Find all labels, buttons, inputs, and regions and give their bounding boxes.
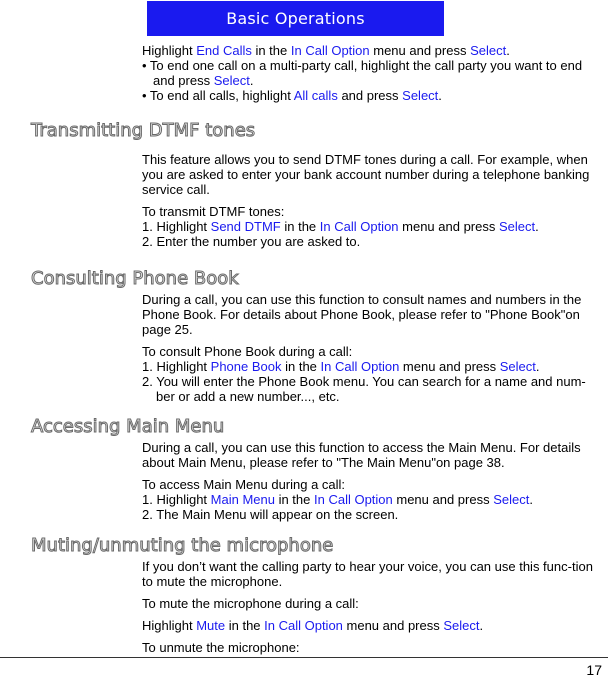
text-run: menu and press (392, 492, 494, 507)
paragraph (142, 440, 604, 470)
menu-term: Select (470, 43, 507, 58)
section-heading: Consulting Phone Book (31, 268, 239, 289)
text-run: During a call, you can use this function to consult names and numbers in the Phone Book. For details about Phone Book, please refer to "Phone Book"on page 25. (142, 292, 582, 337)
menu-term: All calls (293, 88, 338, 103)
text-run: To access Main Menu during a call: (142, 477, 346, 492)
page-number: 17 (586, 662, 602, 678)
text-run: 2. The Main Menu will appear on the screen. (142, 507, 399, 522)
menu-term: Select (443, 618, 480, 633)
menu-term: In Call Option (290, 43, 370, 58)
text-run: menu and press (398, 219, 499, 234)
text-run: and press (337, 88, 403, 103)
paragraph (142, 477, 604, 492)
text-run: . (535, 359, 540, 374)
text-run: If you don’t want the calling party to hear your voice, you can use this func-tion to mute the microphone. (142, 559, 593, 589)
step-item (142, 492, 604, 507)
text-run: in the (280, 219, 320, 234)
paragraph (142, 596, 604, 611)
text-run: 1. Highlight (142, 219, 211, 234)
menu-term: Main Menu (210, 492, 275, 507)
text-run: . (249, 73, 254, 88)
step-item (142, 219, 604, 234)
menu-term: Send DTMF (210, 219, 281, 234)
menu-term: Select (213, 73, 250, 88)
text-run: To mute the microphone during a call: (142, 596, 359, 611)
section-dtmf-body (142, 152, 604, 249)
text-run: To consult Phone Book during a call: (142, 344, 353, 359)
paragraph (142, 618, 604, 633)
paragraph (142, 640, 604, 655)
menu-term: In Call Option (264, 618, 343, 633)
menu-term: End Calls (196, 43, 252, 58)
menu-term: Select (402, 88, 439, 103)
text-run: . (529, 492, 533, 507)
text-run: 2. You will enter the Phone Book menu. You can search for a name and num-ber or add a new number..., etc. (142, 374, 586, 404)
text-run: in the (274, 492, 314, 507)
section-mainmenu-body (142, 440, 604, 522)
step-item (142, 374, 604, 404)
section-heading: Muting/unmuting the microphone (31, 535, 334, 556)
text-run: To unmute the microphone: (142, 640, 300, 655)
menu-term: In Call Option (319, 219, 399, 234)
text-run: • To end one call on a multi-party call, highlight the call party you want to end and press (142, 58, 583, 88)
menu-term: Select (499, 359, 536, 374)
menu-term: Phone Book (210, 359, 282, 374)
footer-divider (0, 657, 608, 658)
chapter-header (147, 1, 444, 36)
text-run: in the (251, 43, 291, 58)
bullet-item (142, 88, 604, 103)
bullet-item (142, 58, 604, 88)
menu-term: Mute (196, 618, 226, 633)
section-heading: Transmitting DTMF tones (31, 120, 256, 141)
text-run: menu and press (399, 359, 500, 374)
text-run: . (479, 618, 484, 633)
section-mute-body (142, 559, 604, 655)
menu-term: In Call Option (314, 492, 393, 507)
step-item (142, 359, 604, 374)
section-heading: Accessing Main Menu (31, 416, 225, 437)
text-run: 1. Highlight (142, 359, 211, 374)
text-run: • To end all calls, highlight (142, 88, 294, 103)
text-run: Highlight (142, 43, 197, 58)
paragraph (142, 344, 604, 359)
menu-term: In Call Option (320, 359, 400, 374)
menu-term: Select (498, 219, 536, 234)
text-run: . (506, 43, 510, 58)
text-run: 2. Enter the number you are asked to. (142, 234, 361, 249)
paragraph (142, 292, 604, 337)
chapter-title: Basic Operations (226, 9, 365, 28)
paragraph (142, 204, 604, 219)
text-run: menu and press (342, 618, 444, 633)
text-run: This feature allows you to send DTMF tones during a call. For example, when you are asked to enter your bank account number during a telephone banking service call. (142, 152, 590, 197)
text-run: in the (225, 618, 265, 633)
text-run: . (535, 219, 539, 234)
text-run: in the (281, 359, 321, 374)
text-run: During a call, you can use this function to access the Main Menu. For details about Main Menu, please refer to "The Main Menu"on page 38. (142, 440, 581, 470)
menu-term: Select (493, 492, 530, 507)
text-run: Highlight (142, 618, 197, 633)
step-item (142, 234, 604, 249)
text-run: menu and press (369, 43, 471, 58)
text-run: To transmit DTMF tones: (142, 204, 285, 219)
intro-block (142, 43, 604, 103)
text-run: 1. Highlight (142, 492, 211, 507)
text-run: . (438, 88, 442, 103)
paragraph (142, 559, 604, 589)
paragraph (142, 43, 604, 58)
paragraph (142, 152, 604, 197)
step-item (142, 507, 604, 522)
section-phonebook-body (142, 292, 604, 404)
